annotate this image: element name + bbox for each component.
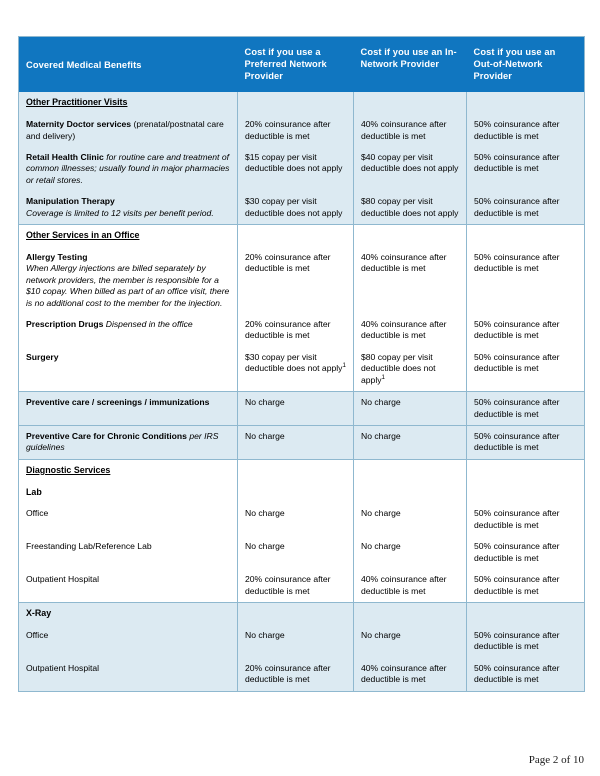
cost-out-of-network-cell: 50% coinsurance after deductible is met <box>467 392 585 426</box>
cost-out-of-network-cell: 50% coinsurance after deductible is met <box>467 658 585 691</box>
cost-in-network-cell: 40% coinsurance after deductible is met <box>354 114 467 147</box>
benefit-label-bold: Preventive care / screenings / immunizations <box>26 397 210 408</box>
page-footer: Page 2 of 10 <box>528 754 584 766</box>
covered-medical-benefits-table <box>18 36 585 692</box>
cost-preferred-cell: 20% coinsurance after deductible is met <box>238 658 354 691</box>
cost-out-of-network-cell: 50% coinsurance after deductible is met <box>467 625 585 658</box>
benefit-label-bold: Allergy Testing <box>26 251 88 262</box>
group-spacer-in-network <box>354 482 467 504</box>
cost-in-network-cell: No charge <box>354 625 467 658</box>
section-title-cell <box>19 92 238 114</box>
cost-preferred-cell <box>238 347 354 392</box>
cost-in-network-cell: 40% coinsurance after deductible is met <box>354 314 467 347</box>
cost-out-of-network-cell: 50% coinsurance after deductible is met <box>467 191 585 224</box>
benefit-label-bold: Preventive Care for Chronic Conditions <box>26 430 187 441</box>
group-spacer-preferred <box>238 603 354 625</box>
group-title-cell <box>19 482 238 504</box>
section-title-other-practitioner-visits: Other Practitioner Visits <box>26 97 128 108</box>
group-title-lab: Lab <box>26 486 42 497</box>
benefit-name-cell <box>19 191 238 224</box>
benefit-label-italic: Dispensed in the office <box>103 318 193 329</box>
cost-preferred-cell: 20% coinsurance after deductible is met <box>238 569 354 602</box>
cost-out-of-network-cell: 50% coinsurance after deductible is met <box>467 569 585 602</box>
section-spacer-preferred <box>238 225 354 247</box>
cost-in-network-cell: $80 copay per visit deductible does not apply <box>354 191 467 224</box>
group-header-row <box>19 482 585 504</box>
table-row <box>19 191 585 224</box>
benefit-name-cell <box>19 147 238 191</box>
cost-in-network-cell: No charge <box>354 392 467 426</box>
group-spacer-out-of-network <box>467 603 585 625</box>
cost-preferred-cell: 20% coinsurance after deductible is met <box>238 247 354 314</box>
section-header-row <box>19 92 585 114</box>
cost-preferred-cell: No charge <box>238 503 354 536</box>
cost-preferred-cell: $30 copay per visit deductible does not apply <box>238 191 354 224</box>
section-spacer-preferred <box>238 92 354 114</box>
cost-preferred-cell: No charge <box>238 392 354 426</box>
benefit-name-cell: Outpatient Hospital <box>19 569 238 602</box>
section-title-cell <box>19 459 238 481</box>
cost-in-network-cell: No charge <box>354 503 467 536</box>
benefit-name-cell <box>19 347 238 392</box>
benefit-label-rest: (prenatal/postnatal care and delivery) <box>26 119 224 141</box>
table-row <box>19 392 585 426</box>
column-header-covered-benefits: Covered Medical Benefits <box>19 37 238 93</box>
section-spacer-out-of-network <box>467 92 585 114</box>
benefit-name-cell <box>19 425 238 459</box>
section-spacer-in-network <box>354 459 467 481</box>
section-spacer-in-network <box>354 225 467 247</box>
cost-out-of-network-cell: 50% coinsurance after deductible is met <box>467 425 585 459</box>
benefit-label-italic: for routine care and treatment of common illnesses; usually found in major pharmacies or retail stores. <box>26 151 230 185</box>
table-row <box>19 658 585 691</box>
cost-in-network-cell: 40% coinsurance after deductible is met <box>354 247 467 314</box>
benefit-label-italic: per IRS guidelines <box>26 430 219 453</box>
cost-preferred-cell: 20% coinsurance after deductible is met <box>238 314 354 347</box>
benefit-name-cell: Freestanding Lab/Reference Lab <box>19 536 238 569</box>
group-spacer-in-network <box>354 603 467 625</box>
cost-out-of-network-cell: 50% coinsurance after deductible is met <box>467 347 585 392</box>
table-row <box>19 503 585 536</box>
benefit-name-cell <box>19 114 238 147</box>
cost-out-of-network-cell: 50% coinsurance after deductible is met <box>467 314 585 347</box>
cost-out-of-network-cell: 50% coinsurance after deductible is met <box>467 147 585 191</box>
table-row <box>19 536 585 569</box>
benefit-name-cell: Office <box>19 625 238 658</box>
section-spacer-preferred <box>238 459 354 481</box>
cost-out-of-network-cell: 50% coinsurance after deductible is met <box>467 247 585 314</box>
benefit-name-cell: Office <box>19 503 238 536</box>
benefit-name-cell <box>19 247 238 314</box>
cost-in-network-cell: 40% coinsurance after deductible is met <box>354 569 467 602</box>
table-header-row <box>19 37 585 93</box>
section-title-other-services-in-an-office: Other Services in an Office <box>26 230 140 241</box>
column-header-out-of-network: Cost if you use an Out-of-Network Provider <box>467 37 585 93</box>
table-row <box>19 425 585 459</box>
benefit-label-bold: Prescription Drugs <box>26 318 104 329</box>
column-header-in-network: Cost if you use an In-Network Provider <box>354 37 467 93</box>
benefit-label-bold: Surgery <box>26 351 59 362</box>
cost-preferred-cell: No charge <box>238 625 354 658</box>
cost-in-network-cell: 40% coinsurance after deductible is met <box>354 658 467 691</box>
cost-out-of-network-cell: 50% coinsurance after deductible is met <box>467 114 585 147</box>
group-spacer-out-of-network <box>467 482 585 504</box>
cost-out-of-network-cell: 50% coinsurance after deductible is met <box>467 503 585 536</box>
section-title-diagnostic-services: Diagnostic Services <box>26 464 111 475</box>
cost-preferred-cell: No charge <box>238 536 354 569</box>
column-header-preferred-network: Cost if you use a Preferred Network Provider <box>238 37 354 93</box>
footnote-marker-preferred: 1 <box>342 362 346 370</box>
cost-in-network-cell: No charge <box>354 425 467 459</box>
cost-in-network-text: $80 copay per visit deductible does not apply <box>361 351 436 385</box>
section-header-row <box>19 225 585 247</box>
table-row <box>19 314 585 347</box>
section-spacer-out-of-network <box>467 225 585 247</box>
footnote-marker-in-network: 1 <box>381 373 385 381</box>
table-row <box>19 625 585 658</box>
benefit-label-bold: Maternity Doctor services <box>26 119 132 130</box>
table-row <box>19 347 585 392</box>
table-header <box>19 37 585 93</box>
benefit-label-italic: Coverage is limited to 12 visits per benefit period. <box>26 207 214 218</box>
section-spacer-in-network <box>354 92 467 114</box>
cost-in-network-cell: $40 copay per visit deductible does not apply <box>354 147 467 191</box>
group-spacer-preferred <box>238 482 354 504</box>
cost-preferred-cell: $15 copay per visit deductible does not apply <box>238 147 354 191</box>
section-title-cell <box>19 225 238 247</box>
benefit-name-cell <box>19 392 238 426</box>
cost-in-network-cell: No charge <box>354 536 467 569</box>
table-row <box>19 114 585 147</box>
cost-preferred-text: $30 copay per visit deductible does not apply <box>245 351 343 374</box>
section-header-row <box>19 459 585 481</box>
group-title-cell <box>19 603 238 625</box>
benefit-label-bold: Retail Health Clinic <box>26 151 104 162</box>
table-row <box>19 247 585 314</box>
cost-preferred-cell: 20% coinsurance after deductible is met <box>238 114 354 147</box>
table-row <box>19 569 585 602</box>
cost-in-network-cell <box>354 347 467 392</box>
cost-out-of-network-cell: 50% coinsurance after deductible is met <box>467 536 585 569</box>
cost-preferred-cell: No charge <box>238 425 354 459</box>
table-body <box>19 92 585 691</box>
section-spacer-out-of-network <box>467 459 585 481</box>
group-title-x-ray: X-Ray <box>26 608 52 618</box>
benefit-name-cell: Outpatient Hospital <box>19 658 238 691</box>
benefit-label-italic: When Allergy injections are billed separately by network providers, the member is responsible for a $10 copay. When billed as part of an office visit, there is no additional cost to the member for the injection. <box>26 263 230 308</box>
table-row <box>19 147 585 191</box>
benefit-label-bold: Manipulation Therapy <box>26 196 115 207</box>
benefit-name-cell <box>19 314 238 347</box>
group-header-row <box>19 603 585 625</box>
